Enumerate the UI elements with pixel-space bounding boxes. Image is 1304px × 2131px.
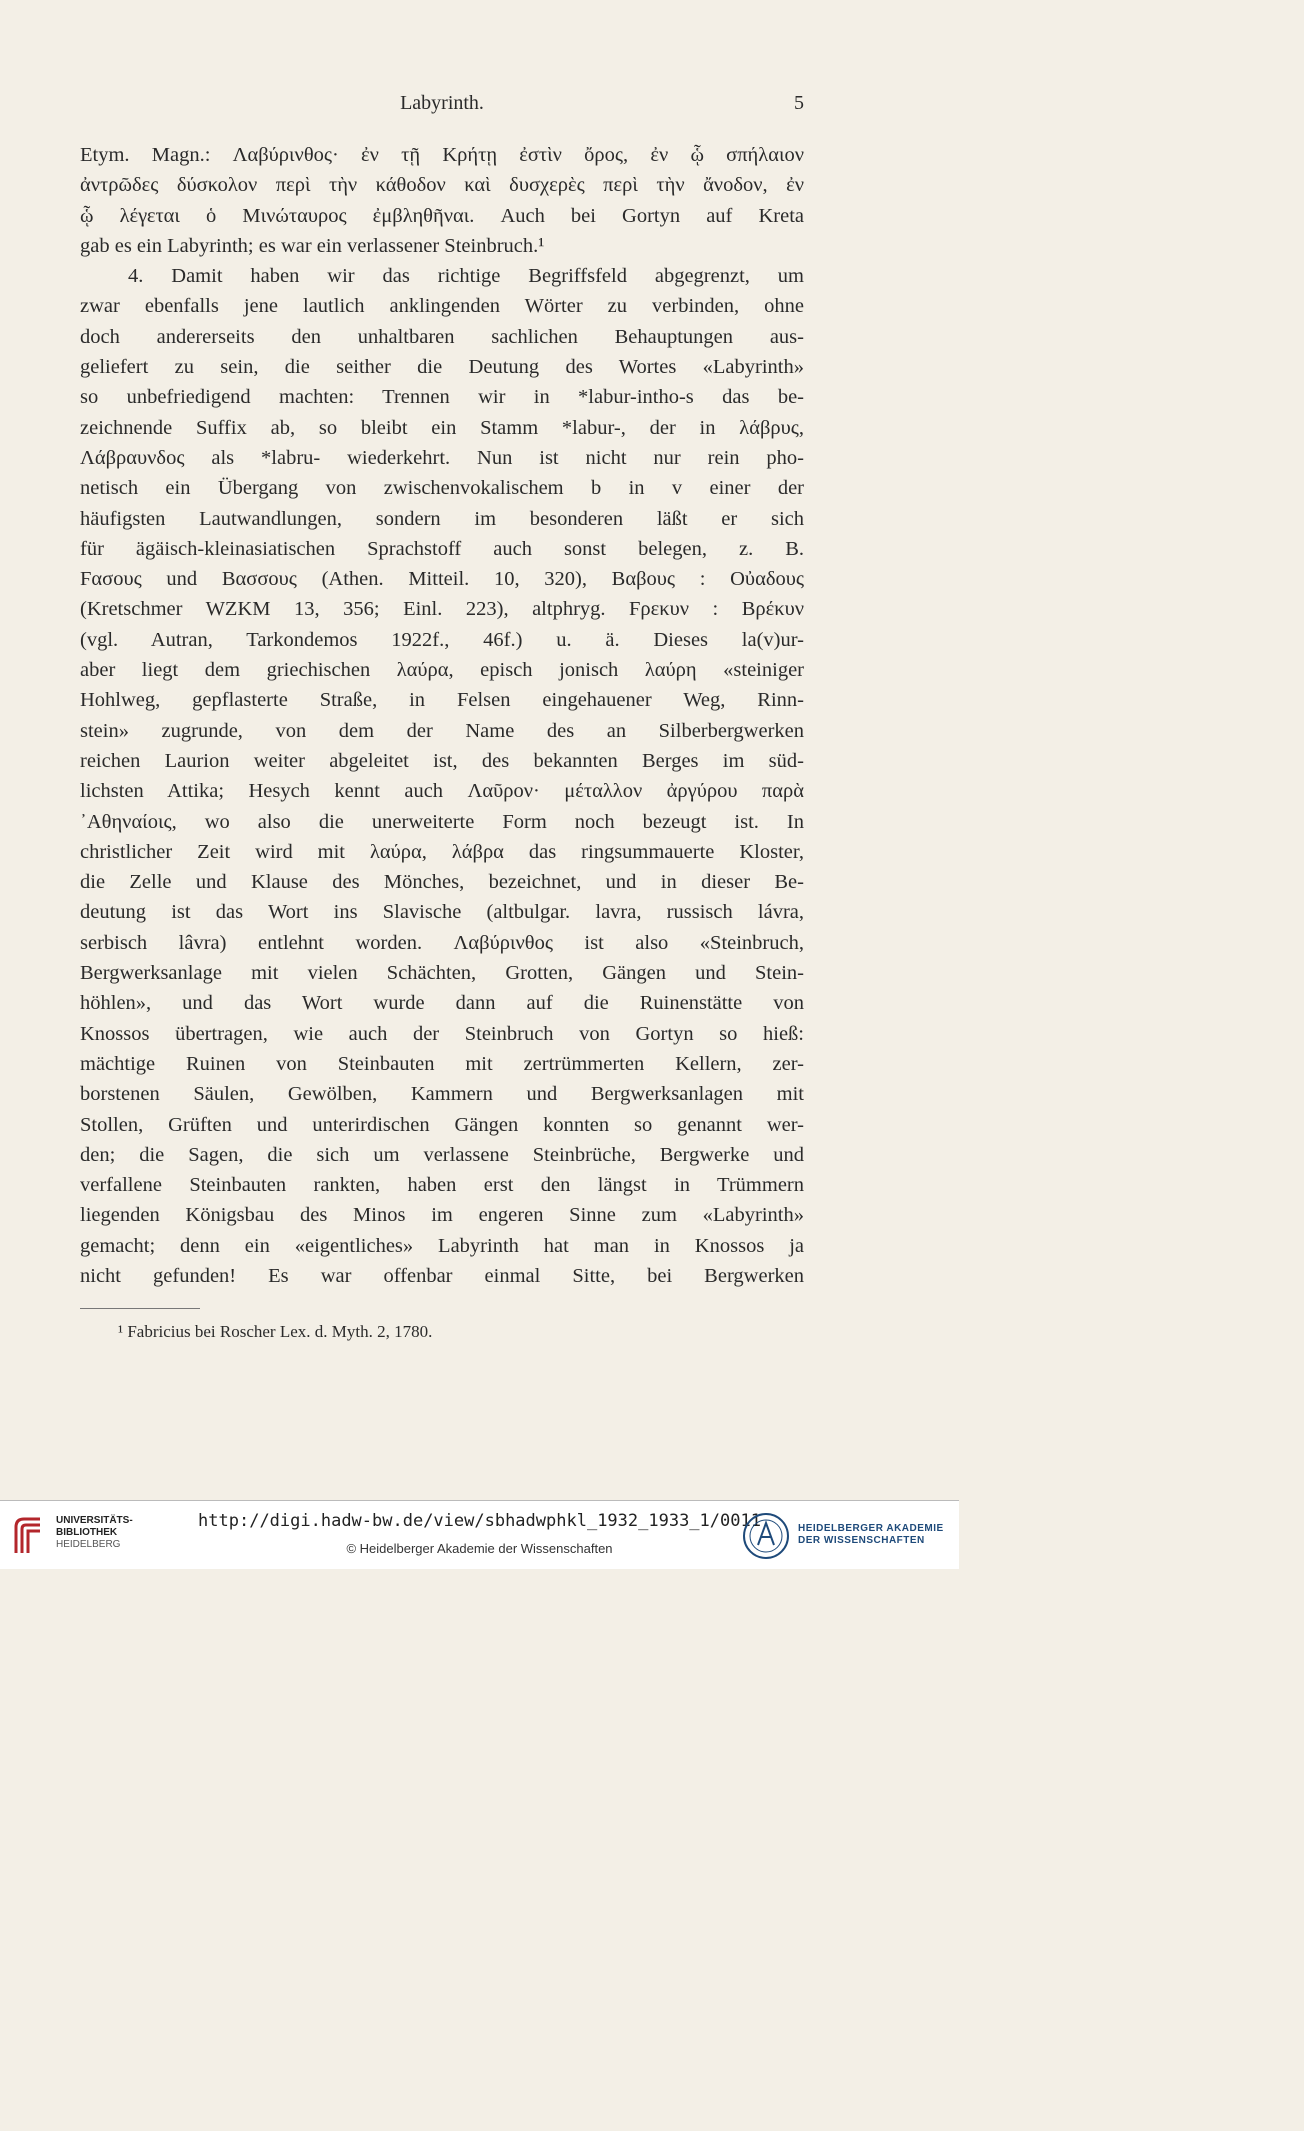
text-line: höhlen», und das Wort wurde dann auf die Ruinenstätte von bbox=[80, 992, 804, 1015]
text-line: reichen Laurion weiter abgeleitet ist, des bekannten Berges im süd- bbox=[80, 749, 804, 772]
academy-logo-icon bbox=[740, 1511, 792, 1561]
text-line: häufigsten Lautwandlungen, sondern im besonderen läßt er sich bbox=[80, 507, 804, 530]
digitization-footer bbox=[0, 1500, 959, 1569]
text-line: verfallene Steinbauten rankten, haben erst den längst in Trümmern bbox=[80, 1174, 804, 1197]
page-number: 5 bbox=[794, 92, 804, 114]
text-line: liegenden Königsbau des Minos im engeren Sinne zum «Labyrinth» bbox=[80, 1204, 804, 1227]
main-text bbox=[80, 140, 804, 1291]
text-line: netisch ein Übergang von zwischenvokalischem b in v einer der bbox=[80, 477, 804, 500]
text-line: nicht gefunden! Es war offenbar einmal Sitte, bei Bergwerken bbox=[80, 1264, 804, 1287]
text-line: 4. Damit haben wir das richtige Begriffsfeld abgegrenzt, um bbox=[128, 265, 804, 288]
text-line: serbisch lâvra) entlehnt worden. Λαβύρινθος ist also «Steinbruch, bbox=[80, 931, 804, 954]
text-line: (vgl. Autran, Tarkondemos 1922f., 46f.) u. ä. Dieses la(v)ur- bbox=[80, 628, 804, 651]
footnote-separator bbox=[80, 1308, 200, 1309]
library-name-line: HEIDELBERG bbox=[56, 1539, 121, 1550]
text-line: mächtige Ruinen von Steinbauten mit zertrümmerten Kellern, zer- bbox=[80, 1052, 804, 1075]
library-name-line: UNIVERSITÄTS- bbox=[56, 1515, 133, 1526]
text-line: die Zelle und Klause des Mönches, bezeichnet, und in dieser Be- bbox=[80, 871, 804, 894]
text-line: Knossos übertragen, wie auch der Steinbruch von Gortyn so hieß: bbox=[80, 1022, 804, 1045]
text-line: borstenen Säulen, Gewölben, Kammern und Bergwerksanlagen mit bbox=[80, 1083, 804, 1106]
copyright-notice: © Heidelberger Akademie der Wissenschaften bbox=[346, 1541, 613, 1556]
text-line: Ϝασους und Βασσους (Athen. Mitteil. 10, 320), Βαβους : Οὐαδους bbox=[80, 568, 804, 591]
text-line: christlicher Zeit wird mit λαύρα, λάβρα das ringsummauerte Kloster, bbox=[80, 840, 804, 863]
academy-name-line: HEIDELBERGER AKADEMIE bbox=[798, 1523, 944, 1534]
text-line: Stollen, Grüften und unterirdischen Gängen konnten so genannt wer- bbox=[80, 1113, 804, 1136]
running-title: Labyrinth. bbox=[400, 92, 484, 114]
text-line: Etym. Magn.: Λαβύρινθος· ἐν τῇ Κρήτῃ ἐστὶν ὄρος, ἐν ᾧ σπήλαιον bbox=[80, 144, 804, 166]
text-line: doch andererseits den unhaltbaren sachlichen Behauptungen aus- bbox=[80, 325, 804, 348]
text-line: ἀντρῶδες δύσκολον περὶ τὴν κάθοδον καὶ δυσχερὲς περὶ τὴν ἄνοδον, ἐν bbox=[80, 174, 804, 197]
text-line: aber liegt dem griechischen λαύρα, episch jonisch λαύρη «steiniger bbox=[80, 659, 804, 682]
text-line: so unbefriedigend machten: Trennen wir in *labur-intho-s das be- bbox=[80, 386, 804, 409]
text-line: Bergwerksanlage mit vielen Schächten, Grotten, Gängen und Stein- bbox=[80, 962, 804, 985]
text-line: gemacht; denn ein «eigentliches» Labyrinth hat man in Knossos ja bbox=[80, 1234, 804, 1257]
text-line: (Kretschmer WZKM 13, 356; Einl. 223), altphryg. Ϝρεκυν : Βρέκυν bbox=[80, 598, 804, 621]
text-line: deutung ist das Wort ins Slavische (altbulgar. lavra, russisch lávra, bbox=[80, 901, 804, 924]
text-line: für ägäisch-kleinasiatischen Sprachstoff auch sonst belegen, z. B. bbox=[80, 537, 804, 560]
text-line: den; die Sagen, die sich um verlassene Steinbrüche, Bergwerke und bbox=[80, 1143, 804, 1166]
page-header bbox=[80, 92, 804, 122]
text-line: gab es ein Labyrinth; es war ein verlassener Steinbruch.¹ bbox=[80, 234, 545, 257]
library-name-line: BIBLIOTHEK bbox=[56, 1527, 118, 1538]
text-line: zeichnende Suffix ab, so bleibt ein Stamm *labur-, der in λάβρυς, bbox=[80, 416, 804, 439]
text-line: Λάβραυνδος als *labru- wiederkehrt. Nun ist nicht nur rein pho- bbox=[80, 446, 804, 469]
text-line: geliefert zu sein, die seither die Deutung des Wortes «Labyrinth» bbox=[80, 356, 804, 379]
text-line: stein» zugrunde, von dem der Name des an Silberbergwerken bbox=[80, 719, 804, 742]
academy-name-line: DER WISSENSCHAFTEN bbox=[798, 1535, 925, 1546]
footnote: ¹ Fabricius bei Roscher Lex. d. Myth. 2, 1780. bbox=[118, 1322, 433, 1341]
text-line: lichsten Attika; Hesych kennt auch Λαῦρον· μέταλλον ἀργύρου παρὰ bbox=[80, 780, 804, 803]
text-line: Hohlweg, gepflasterte Straße, in Felsen eingehauener Weg, Rinn- bbox=[80, 689, 804, 712]
permalink-url[interactable]: http://digi.hadw-bw.de/view/sbhadwphkl_1932_1933_1/0011 bbox=[198, 1511, 761, 1531]
academy-name bbox=[798, 1523, 944, 1547]
text-line: ᾿Αθηναίοις, wo also die unerweiterte Form noch bezeugt ist. In bbox=[80, 810, 804, 833]
text-line: ᾧ λέγεται ὁ Μινώταυρος ἐμβληθῆναι. Auch bei Gortyn auf Kreta bbox=[80, 204, 804, 227]
text-line: zwar ebenfalls jene lautlich anklingenden Wörter zu verbinden, ohne bbox=[80, 295, 804, 318]
